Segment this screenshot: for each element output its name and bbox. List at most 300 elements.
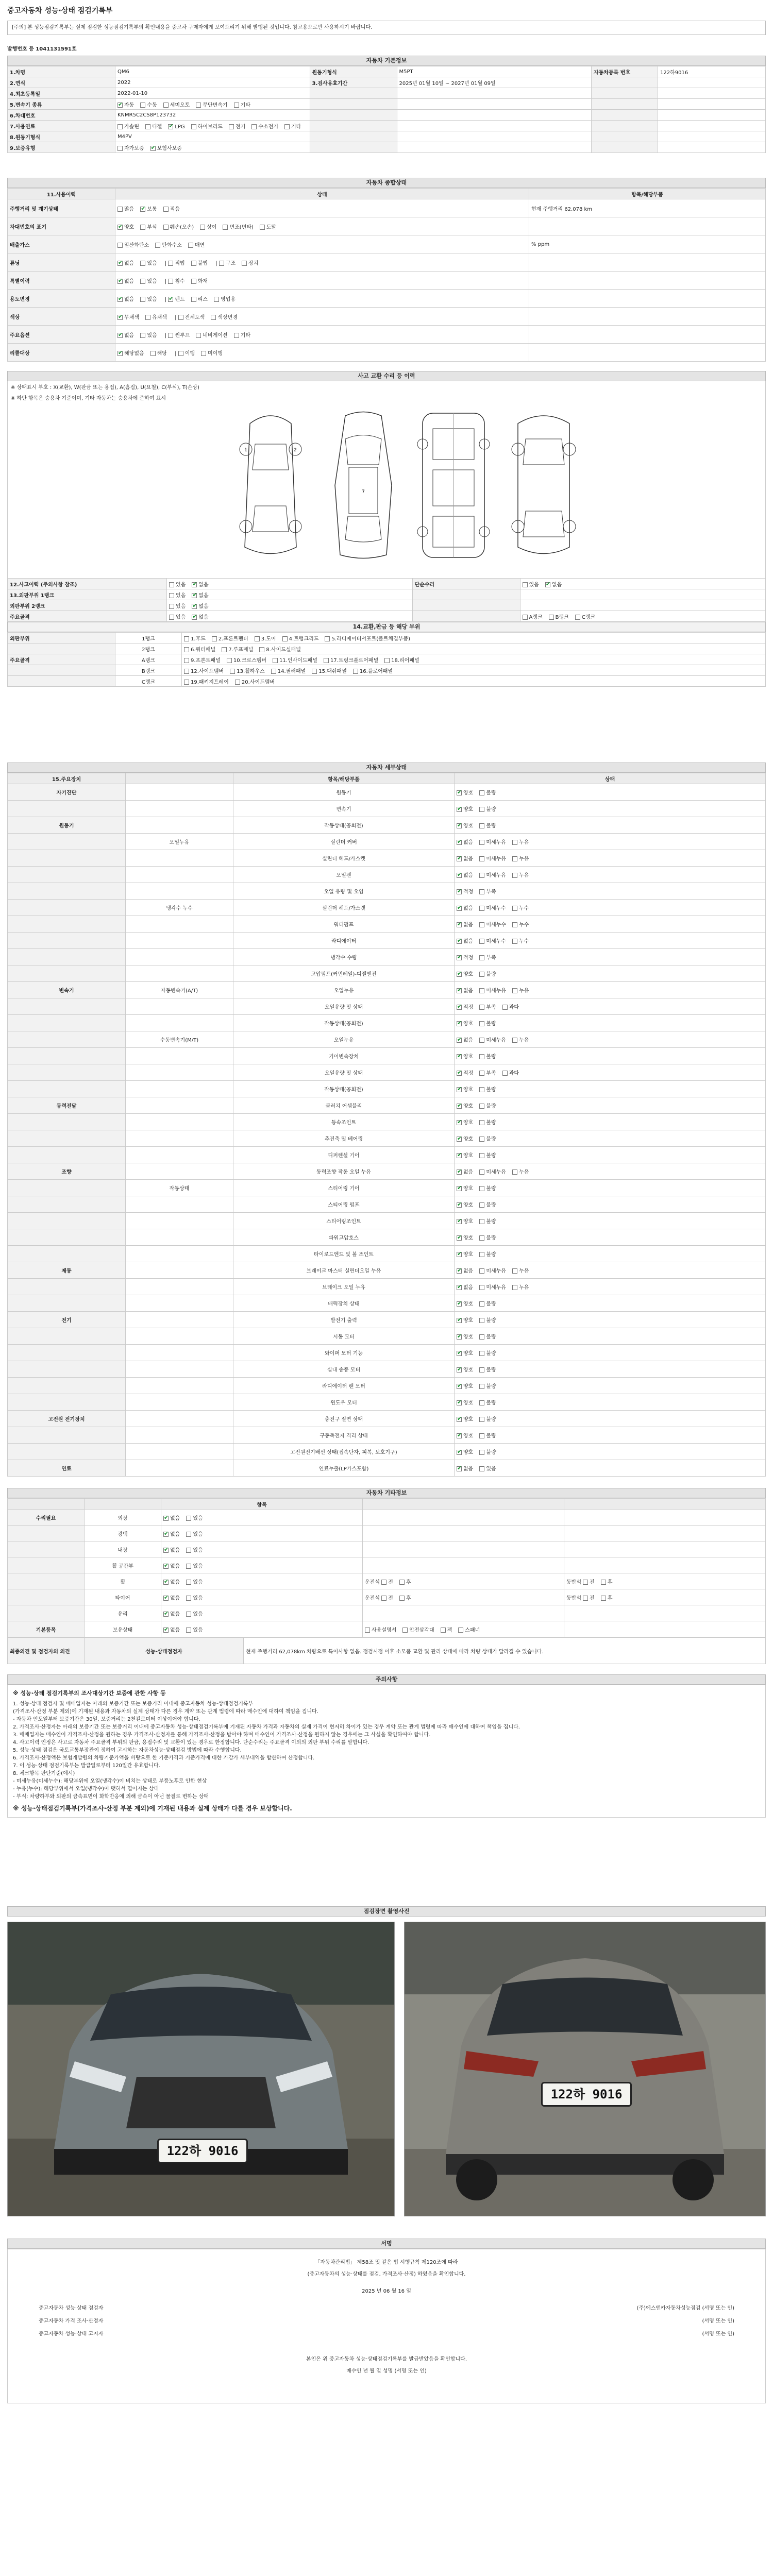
checkbox-icon[interactable] (150, 351, 156, 356)
checkbox-icon[interactable] (512, 1268, 517, 1274)
checkbox-icon[interactable] (188, 243, 193, 248)
checkbox-icon[interactable] (271, 669, 276, 674)
checkbox-icon[interactable] (479, 1318, 484, 1323)
checkbox-option[interactable] (545, 582, 562, 588)
checkbox-option[interactable] (178, 315, 205, 320)
checkbox-option[interactable] (479, 1450, 496, 1455)
checkbox-icon[interactable] (235, 680, 240, 685)
checkbox-option[interactable] (214, 297, 236, 302)
checkbox-option[interactable] (457, 1433, 473, 1439)
checkbox-option[interactable] (479, 1235, 496, 1241)
checkbox-option[interactable] (234, 333, 250, 338)
checkbox-icon[interactable] (479, 790, 484, 795)
checkbox-icon[interactable] (169, 593, 174, 598)
checkbox-icon[interactable] (457, 1268, 462, 1274)
checkbox-icon[interactable] (192, 582, 197, 587)
checkbox-option[interactable] (271, 669, 306, 674)
checkbox-icon[interactable] (457, 840, 462, 845)
checkbox-option[interactable] (457, 906, 473, 911)
checkbox-option[interactable] (479, 1038, 506, 1043)
checkbox-icon[interactable] (479, 922, 484, 927)
checkbox-option[interactable] (222, 647, 253, 653)
checkbox-option[interactable] (479, 1367, 496, 1373)
checkbox-option[interactable] (512, 939, 529, 944)
checkbox-option[interactable] (512, 906, 529, 911)
checkbox-icon[interactable] (163, 1516, 169, 1521)
checkbox-icon[interactable] (140, 297, 145, 302)
checkbox-icon[interactable] (117, 146, 123, 151)
checkbox-option[interactable] (512, 1170, 529, 1175)
checkbox-option[interactable] (150, 351, 167, 357)
checkbox-option[interactable] (251, 124, 278, 130)
checkbox-option[interactable] (479, 1268, 506, 1274)
checkbox-option[interactable] (479, 1318, 496, 1324)
checkbox-icon[interactable] (583, 1580, 588, 1585)
checkbox-option[interactable] (479, 1170, 506, 1175)
checkbox-option[interactable] (479, 922, 506, 928)
checkbox-option[interactable] (324, 658, 378, 664)
checkbox-icon[interactable] (457, 1186, 462, 1191)
checkbox-option[interactable] (399, 1596, 411, 1601)
checkbox-option[interactable] (169, 593, 186, 599)
checkbox-option[interactable] (479, 1400, 496, 1406)
checkbox-icon[interactable] (196, 103, 201, 108)
checkbox-option[interactable] (502, 1005, 519, 1010)
checkbox-option[interactable] (479, 856, 506, 862)
checkbox-option[interactable] (242, 261, 258, 266)
checkbox-option[interactable] (186, 1548, 203, 1553)
checkbox-icon[interactable] (117, 351, 123, 356)
checkbox-icon[interactable] (163, 1612, 169, 1617)
checkbox-icon[interactable] (479, 1021, 484, 1026)
checkbox-option[interactable] (163, 1580, 180, 1585)
checkbox-option[interactable] (168, 333, 190, 338)
checkbox-option[interactable] (457, 1400, 473, 1406)
checkbox-option[interactable] (479, 807, 496, 812)
checkbox-icon[interactable] (479, 1268, 484, 1274)
checkbox-icon[interactable] (457, 1433, 462, 1438)
checkbox-icon[interactable] (457, 1071, 462, 1076)
checkbox-icon[interactable] (479, 1351, 484, 1356)
checkbox-icon[interactable] (140, 279, 145, 284)
checkbox-option[interactable] (479, 840, 506, 845)
checkbox-option[interactable] (117, 225, 134, 230)
checkbox-option[interactable] (457, 1466, 473, 1472)
checkbox-option[interactable] (191, 279, 208, 284)
checkbox-option[interactable] (312, 669, 347, 674)
checkbox-option[interactable] (117, 243, 149, 248)
checkbox-icon[interactable] (479, 889, 484, 894)
checkbox-icon[interactable] (186, 1564, 191, 1569)
checkbox-icon[interactable] (168, 279, 173, 284)
checkbox-icon[interactable] (457, 1170, 462, 1175)
checkbox-option[interactable] (191, 297, 208, 302)
checkbox-icon[interactable] (163, 1580, 169, 1585)
checkbox-option[interactable] (140, 333, 157, 338)
checkbox-icon[interactable] (196, 333, 201, 338)
checkbox-icon[interactable] (523, 582, 528, 587)
checkbox-option[interactable] (479, 1433, 496, 1439)
checkbox-icon[interactable] (140, 103, 145, 108)
checkbox-option[interactable] (188, 243, 205, 248)
checkbox-option[interactable] (458, 1628, 480, 1633)
checkbox-icon[interactable] (191, 297, 196, 302)
checkbox-icon[interactable] (212, 636, 217, 641)
checkbox-icon[interactable] (441, 1628, 446, 1633)
checkbox-option[interactable] (196, 103, 227, 108)
checkbox-option[interactable] (282, 636, 319, 642)
checkbox-option[interactable] (184, 658, 221, 664)
checkbox-icon[interactable] (457, 889, 462, 894)
checkbox-icon[interactable] (192, 615, 197, 620)
checkbox-option[interactable] (192, 582, 208, 588)
checkbox-icon[interactable] (117, 207, 123, 212)
checkbox-option[interactable] (260, 225, 276, 230)
checkbox-icon[interactable] (479, 1400, 484, 1405)
checkbox-icon[interactable] (211, 315, 216, 320)
checkbox-option[interactable] (457, 1285, 473, 1291)
checkbox-option[interactable] (140, 261, 157, 266)
checkbox-option[interactable] (186, 1580, 203, 1585)
checkbox-option[interactable] (155, 243, 182, 248)
checkbox-icon[interactable] (117, 315, 123, 320)
checkbox-option[interactable] (140, 279, 157, 284)
checkbox-option[interactable] (479, 1186, 496, 1192)
checkbox-option[interactable] (457, 1450, 473, 1455)
checkbox-option[interactable] (479, 1219, 496, 1225)
checkbox-option[interactable] (117, 261, 134, 266)
checkbox-option[interactable] (191, 261, 208, 266)
checkbox-icon[interactable] (191, 124, 196, 129)
checkbox-icon[interactable] (512, 856, 517, 861)
checkbox-option[interactable] (512, 873, 529, 878)
checkbox-icon[interactable] (523, 615, 528, 620)
checkbox-icon[interactable] (479, 1219, 484, 1224)
checkbox-icon[interactable] (512, 840, 517, 845)
checkbox-option[interactable] (457, 1301, 473, 1307)
checkbox-icon[interactable] (140, 225, 145, 230)
checkbox-option[interactable] (457, 1351, 473, 1357)
checkbox-option[interactable] (163, 1548, 180, 1553)
checkbox-option[interactable] (196, 333, 227, 338)
checkbox-icon[interactable] (601, 1580, 606, 1585)
checkbox-icon[interactable] (457, 1021, 462, 1026)
checkbox-icon[interactable] (457, 1104, 462, 1109)
checkbox-icon[interactable] (479, 1334, 484, 1340)
checkbox-option[interactable] (117, 279, 134, 284)
checkbox-option[interactable] (145, 124, 162, 130)
checkbox-option[interactable] (255, 636, 276, 642)
checkbox-icon[interactable] (273, 658, 278, 663)
checkbox-icon[interactable] (365, 1628, 370, 1633)
checkbox-option[interactable] (273, 658, 317, 664)
checkbox-option[interactable] (169, 615, 186, 620)
checkbox-option[interactable] (512, 1285, 529, 1291)
checkbox-icon[interactable] (184, 658, 189, 663)
checkbox-option[interactable] (163, 103, 190, 108)
checkbox-icon[interactable] (163, 103, 169, 108)
checkbox-icon[interactable] (259, 647, 264, 652)
checkbox-icon[interactable] (284, 124, 290, 129)
checkbox-option[interactable] (457, 790, 473, 796)
checkbox-icon[interactable] (230, 669, 235, 674)
checkbox-icon[interactable] (169, 582, 174, 587)
checkbox-icon[interactable] (117, 103, 123, 108)
checkbox-option[interactable] (169, 582, 186, 588)
checkbox-option[interactable] (457, 1268, 473, 1274)
checkbox-option[interactable] (512, 922, 529, 928)
checkbox-option[interactable] (479, 1301, 496, 1307)
checkbox-icon[interactable] (457, 922, 462, 927)
checkbox-icon[interactable] (479, 1367, 484, 1372)
checkbox-icon[interactable] (399, 1596, 405, 1601)
checkbox-option[interactable] (353, 669, 393, 674)
checkbox-option[interactable] (381, 1580, 393, 1585)
checkbox-icon[interactable] (479, 807, 484, 812)
checkbox-option[interactable] (479, 790, 496, 796)
checkbox-option[interactable] (479, 1120, 496, 1126)
checkbox-option[interactable] (479, 1137, 496, 1142)
checkbox-icon[interactable] (381, 1580, 386, 1585)
checkbox-icon[interactable] (479, 972, 484, 977)
checkbox-option[interactable] (457, 988, 473, 994)
checkbox-icon[interactable] (479, 1120, 484, 1125)
checkbox-icon[interactable] (457, 1417, 462, 1422)
checkbox-icon[interactable] (186, 1580, 191, 1585)
checkbox-icon[interactable] (191, 279, 196, 284)
checkbox-option[interactable] (601, 1580, 613, 1585)
checkbox-icon[interactable] (479, 1087, 484, 1092)
checkbox-option[interactable] (186, 1628, 203, 1633)
checkbox-icon[interactable] (227, 658, 232, 663)
checkbox-icon[interactable] (457, 1367, 462, 1372)
checkbox-icon[interactable] (479, 906, 484, 911)
checkbox-option[interactable] (227, 658, 266, 664)
checkbox-option[interactable] (163, 1612, 180, 1617)
checkbox-option[interactable] (192, 615, 208, 620)
checkbox-icon[interactable] (163, 1628, 169, 1633)
checkbox-icon[interactable] (163, 207, 169, 212)
checkbox-option[interactable] (479, 1005, 496, 1010)
checkbox-icon[interactable] (479, 1153, 484, 1158)
checkbox-option[interactable] (479, 1384, 496, 1389)
checkbox-icon[interactable] (186, 1612, 191, 1617)
checkbox-option[interactable] (201, 351, 223, 357)
checkbox-option[interactable] (479, 823, 496, 829)
checkbox-option[interactable] (163, 1532, 180, 1537)
checkbox-option[interactable] (186, 1532, 203, 1537)
checkbox-icon[interactable] (117, 124, 123, 129)
checkbox-option[interactable] (184, 647, 215, 653)
checkbox-icon[interactable] (184, 636, 189, 641)
checkbox-icon[interactable] (457, 873, 462, 878)
checkbox-icon[interactable] (219, 261, 224, 266)
checkbox-option[interactable] (479, 1054, 496, 1060)
checkbox-icon[interactable] (512, 1170, 517, 1175)
checkbox-icon[interactable] (200, 225, 205, 230)
checkbox-option[interactable] (457, 1334, 473, 1340)
checkbox-option[interactable] (168, 124, 184, 130)
checkbox-icon[interactable] (117, 279, 123, 284)
checkbox-option[interactable] (457, 1367, 473, 1373)
checkbox-icon[interactable] (479, 1202, 484, 1208)
checkbox-icon[interactable] (117, 243, 123, 248)
checkbox-option[interactable] (457, 1202, 473, 1208)
checkbox-icon[interactable] (353, 669, 358, 674)
checkbox-icon[interactable] (457, 1384, 462, 1389)
checkbox-icon[interactable] (169, 604, 174, 609)
checkbox-icon[interactable] (479, 1038, 484, 1043)
checkbox-option[interactable] (479, 873, 506, 878)
checkbox-option[interactable] (381, 1596, 393, 1601)
checkbox-icon[interactable] (479, 1450, 484, 1455)
checkbox-icon[interactable] (479, 1186, 484, 1191)
checkbox-icon[interactable] (457, 1351, 462, 1356)
checkbox-icon[interactable] (251, 124, 257, 129)
checkbox-option[interactable] (457, 1021, 473, 1027)
checkbox-option[interactable] (184, 680, 229, 685)
checkbox-option[interactable] (502, 1071, 519, 1076)
checkbox-icon[interactable] (479, 1433, 484, 1438)
checkbox-option[interactable] (219, 261, 236, 266)
checkbox-option[interactable] (512, 1038, 529, 1043)
checkbox-icon[interactable] (583, 1596, 588, 1601)
checkbox-icon[interactable] (512, 906, 517, 911)
checkbox-icon[interactable] (163, 1548, 169, 1553)
checkbox-icon[interactable] (457, 1318, 462, 1323)
checkbox-icon[interactable] (457, 807, 462, 812)
checkbox-icon[interactable] (479, 856, 484, 861)
checkbox-icon[interactable] (402, 1628, 408, 1633)
checkbox-option[interactable] (583, 1580, 595, 1585)
checkbox-option[interactable] (457, 889, 473, 895)
checkbox-icon[interactable] (222, 647, 227, 652)
checkbox-icon[interactable] (457, 1120, 462, 1125)
checkbox-icon[interactable] (214, 297, 219, 302)
checkbox-icon[interactable] (479, 939, 484, 944)
checkbox-option[interactable] (583, 1596, 595, 1601)
checkbox-option[interactable] (140, 297, 157, 302)
checkbox-icon[interactable] (229, 124, 234, 129)
checkbox-option[interactable] (479, 1334, 496, 1340)
checkbox-icon[interactable] (457, 988, 462, 993)
checkbox-icon[interactable] (479, 823, 484, 828)
checkbox-option[interactable] (457, 1186, 473, 1192)
checkbox-icon[interactable] (223, 225, 228, 230)
checkbox-option[interactable] (457, 939, 473, 944)
checkbox-option[interactable] (184, 669, 224, 674)
checkbox-option[interactable] (163, 207, 180, 212)
checkbox-icon[interactable] (140, 261, 145, 266)
checkbox-icon[interactable] (457, 972, 462, 977)
checkbox-icon[interactable] (457, 1038, 462, 1043)
checkbox-icon[interactable] (399, 1580, 405, 1585)
checkbox-icon[interactable] (186, 1596, 191, 1601)
checkbox-option[interactable] (479, 1202, 496, 1208)
checkbox-icon[interactable] (512, 922, 517, 927)
checkbox-option[interactable] (457, 1318, 473, 1324)
checkbox-icon[interactable] (168, 297, 173, 302)
checkbox-option[interactable] (479, 1285, 506, 1291)
checkbox-option[interactable] (229, 124, 245, 130)
checkbox-option[interactable] (457, 807, 473, 812)
checkbox-icon[interactable] (457, 1235, 462, 1241)
checkbox-icon[interactable] (479, 1054, 484, 1059)
checkbox-icon[interactable] (169, 615, 174, 620)
checkbox-icon[interactable] (457, 939, 462, 944)
checkbox-option[interactable] (479, 889, 496, 895)
checkbox-option[interactable] (479, 1466, 496, 1472)
checkbox-icon[interactable] (479, 988, 484, 993)
checkbox-option[interactable] (223, 225, 253, 230)
checkbox-option[interactable] (140, 225, 157, 230)
checkbox-option[interactable] (168, 261, 184, 266)
checkbox-option[interactable] (186, 1612, 203, 1617)
checkbox-icon[interactable] (242, 261, 247, 266)
checkbox-option[interactable] (163, 1564, 180, 1569)
checkbox-option[interactable] (457, 1120, 473, 1126)
checkbox-icon[interactable] (255, 636, 260, 641)
checkbox-option[interactable] (457, 1054, 473, 1060)
checkbox-option[interactable] (230, 669, 265, 674)
checkbox-option[interactable] (479, 1087, 496, 1093)
checkbox-option[interactable] (211, 315, 238, 320)
checkbox-option[interactable] (284, 124, 301, 130)
checkbox-icon[interactable] (479, 1252, 484, 1257)
checkbox-icon[interactable] (479, 1285, 484, 1290)
checkbox-icon[interactable] (312, 669, 317, 674)
checkbox-option[interactable] (140, 103, 157, 108)
checkbox-icon[interactable] (479, 1137, 484, 1142)
checkbox-option[interactable] (399, 1580, 411, 1585)
checkbox-option[interactable] (457, 873, 473, 878)
checkbox-icon[interactable] (163, 1564, 169, 1569)
checkbox-icon[interactable] (457, 856, 462, 861)
checkbox-option[interactable] (457, 1038, 473, 1043)
checkbox-icon[interactable] (191, 261, 196, 266)
checkbox-option[interactable] (163, 1596, 180, 1601)
checkbox-icon[interactable] (502, 1071, 508, 1076)
checkbox-icon[interactable] (457, 1400, 462, 1405)
checkbox-option[interactable] (457, 1104, 473, 1109)
checkbox-option[interactable] (117, 146, 144, 151)
checkbox-icon[interactable] (512, 1038, 517, 1043)
checkbox-icon[interactable] (184, 669, 189, 674)
checkbox-icon[interactable] (479, 873, 484, 878)
checkbox-option[interactable] (117, 207, 134, 212)
checkbox-option[interactable] (186, 1564, 203, 1569)
checkbox-icon[interactable] (145, 315, 150, 320)
checkbox-option[interactable] (186, 1596, 203, 1601)
checkbox-icon[interactable] (479, 1071, 484, 1076)
checkbox-icon[interactable] (117, 225, 123, 230)
checkbox-icon[interactable] (234, 103, 239, 108)
checkbox-icon[interactable] (479, 1417, 484, 1422)
checkbox-icon[interactable] (168, 333, 173, 338)
checkbox-icon[interactable] (234, 333, 239, 338)
checkbox-option[interactable] (523, 582, 539, 588)
checkbox-option[interactable] (512, 1268, 529, 1274)
checkbox-option[interactable] (117, 124, 139, 130)
checkbox-icon[interactable] (457, 1252, 462, 1257)
checkbox-icon[interactable] (201, 351, 206, 356)
checkbox-icon[interactable] (457, 1202, 462, 1208)
checkbox-icon[interactable] (479, 1235, 484, 1241)
checkbox-option[interactable] (479, 972, 496, 977)
checkbox-option[interactable] (212, 636, 248, 642)
checkbox-icon[interactable] (140, 333, 145, 338)
checkbox-option[interactable] (479, 1021, 496, 1027)
